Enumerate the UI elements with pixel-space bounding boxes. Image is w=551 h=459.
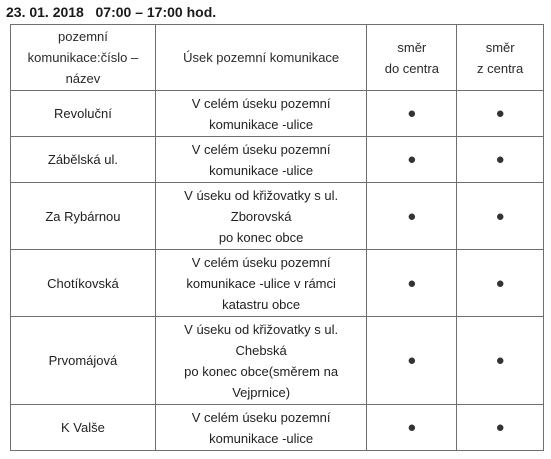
table-row	[11, 250, 544, 317]
section-cell: V celém úseku pozemní komunikace -ulice	[155, 91, 367, 137]
header-direction-to-centre: směr do centra	[367, 25, 457, 91]
to-centre-mark: ●	[367, 317, 457, 405]
to-centre-mark: ●	[367, 250, 457, 317]
section-cell: V úseku od křižovatky s ul. Zborovská po konec obce	[155, 183, 367, 250]
table-row	[11, 183, 544, 250]
road-name-cell: Zábělská ul.	[11, 137, 156, 183]
header-section: Úsek pozemní komunikace	[155, 25, 367, 91]
header-direction-from-centre: směr z centra	[457, 25, 544, 91]
section-cell: V úseku od křižovatky s ul. Chebská po konec obce(směrem na Vejprnice)	[155, 317, 367, 405]
road-name-cell: Prvomájová	[11, 317, 156, 405]
from-centre-mark: ●	[457, 317, 544, 405]
header-road: pozemní komunikace:číslo – název	[11, 25, 156, 91]
table-row	[11, 137, 544, 183]
to-centre-mark: ●	[367, 183, 457, 250]
section-cell: V celém úseku pozemní komunikace -ulice	[155, 405, 367, 451]
table-row	[11, 91, 544, 137]
closure-date-time-heading: 23. 01. 2018 07:00 – 17:00 hod.	[6, 4, 217, 20]
road-closure-table	[10, 24, 544, 451]
from-centre-mark: ●	[457, 250, 544, 317]
section-cell: V celém úseku pozemní komunikace -ulice v rámci katastru obce	[155, 250, 367, 317]
section-cell: V celém úseku pozemní komunikace -ulice	[155, 137, 367, 183]
from-centre-mark: ●	[457, 91, 544, 137]
road-name-cell: Za Rybárnou	[11, 183, 156, 250]
road-name-cell: Revoluční	[11, 91, 156, 137]
from-centre-mark: ●	[457, 137, 544, 183]
table-row	[11, 405, 544, 451]
to-centre-mark: ●	[367, 137, 457, 183]
table-row	[11, 317, 544, 405]
from-centre-mark: ●	[457, 405, 544, 451]
table-header-row	[11, 25, 544, 91]
road-name-cell: Chotíkovská	[11, 250, 156, 317]
to-centre-mark: ●	[367, 91, 457, 137]
to-centre-mark: ●	[367, 405, 457, 451]
from-centre-mark: ●	[457, 183, 544, 250]
road-name-cell: K Valše	[11, 405, 156, 451]
